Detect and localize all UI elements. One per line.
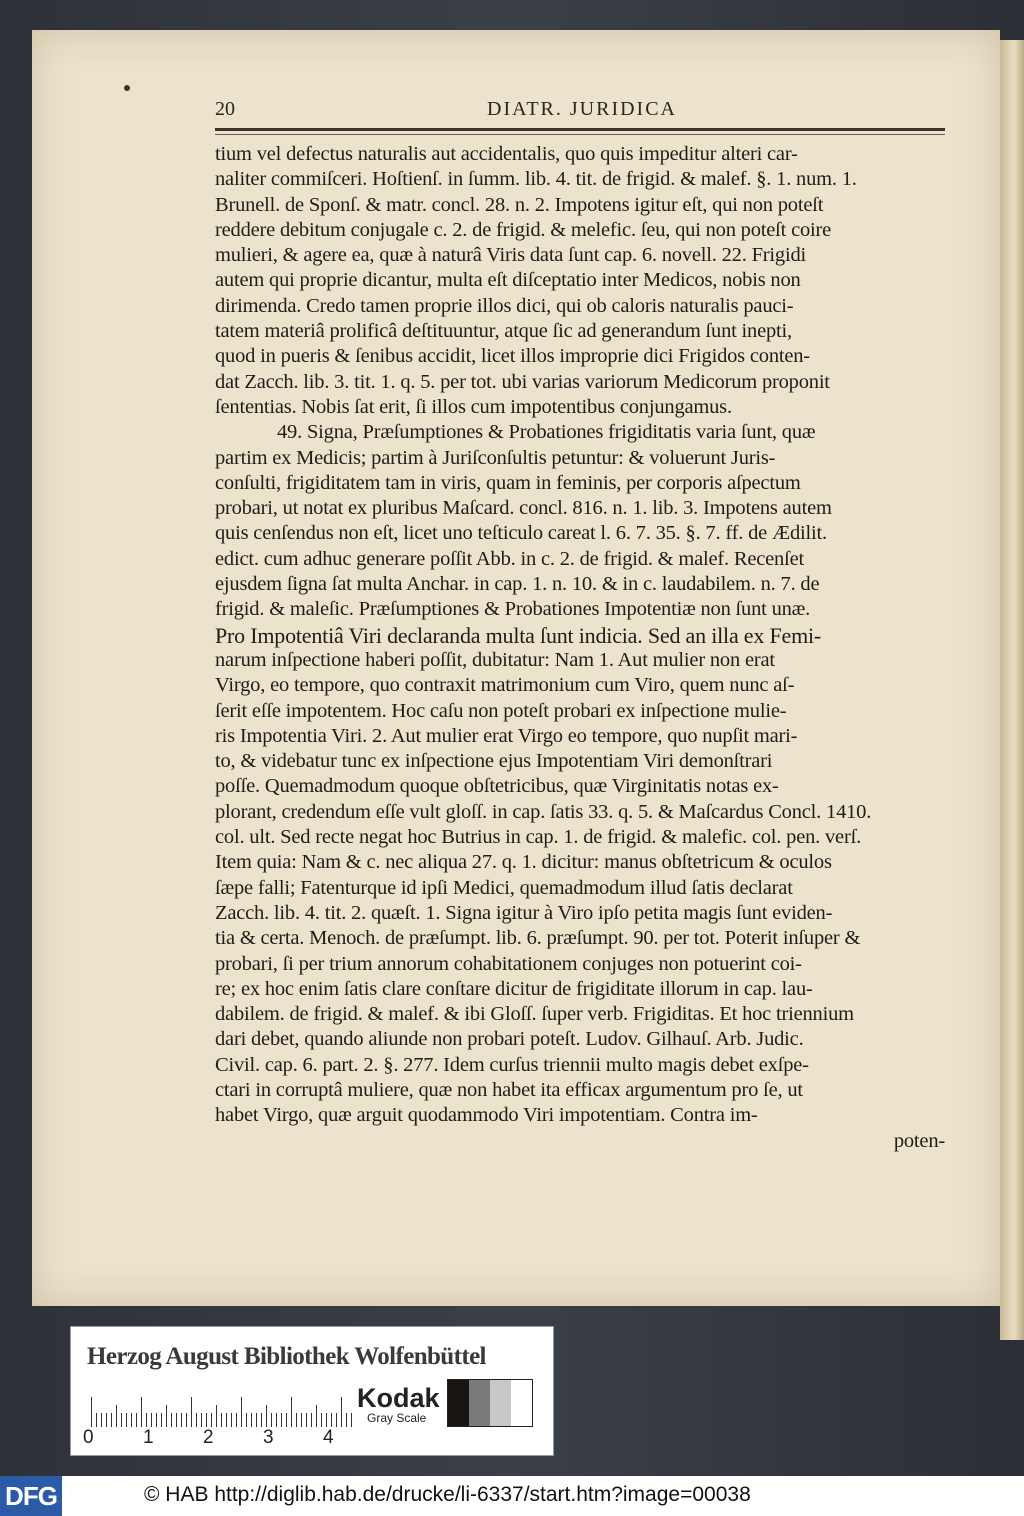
ruler-tick xyxy=(241,1397,242,1427)
footer-bar xyxy=(0,1476,1024,1516)
library-color-card xyxy=(70,1326,554,1456)
ruler-tick xyxy=(226,1413,227,1427)
ruler-tick xyxy=(346,1413,347,1427)
ruler-tick xyxy=(326,1413,327,1427)
text-line: edict. cum adhuc generare poſſit Abb. in c. 2. de frigid. & malef. Recenſet xyxy=(215,547,804,570)
text-line: dirimenda. Credo tamen proprie illos dici, qui ob caloris naturalis pauci- xyxy=(215,294,794,317)
text-line: reddere debitum conjugale c. 2. de frigid. & melefic. ſeu, qui non poteſt coire xyxy=(215,218,832,241)
ruler-tick xyxy=(291,1397,292,1427)
text-line: tium vel defectus naturalis aut accidentalis, quo quis impeditur alteri car- xyxy=(215,143,798,165)
running-head-title: DIATR. JURIDICA xyxy=(487,98,677,120)
text-line: ſerit eſſe impotentem. Hoc caſu non poteſt probari ex inſpectione mulie- xyxy=(215,699,787,722)
ruler-tick xyxy=(156,1413,157,1427)
running-head xyxy=(215,98,945,128)
text-line: habet Virgo, quæ arguit quodammodo Viri impotentiam. Contra im- xyxy=(215,1104,758,1127)
text-line: narum inſpectione haberi poſſit, dubitatur: Nam 1. Aut mulier non erat xyxy=(215,648,775,671)
text-line: Virgo, eo tempore, quo contraxit matrimonium cum Viro, quem nunc aſ- xyxy=(215,674,795,697)
text-line: dabilem. de frigid. & malef. & ibi Gloſſ. ſuper verb. Frigiditas. Et hoc triennium xyxy=(215,1003,854,1026)
ruler-tick xyxy=(181,1413,182,1427)
text-line: partim ex Medicis; partim à Juriſconſultis petuntur: & voluerunt Juris- xyxy=(215,446,776,469)
ruler-tick xyxy=(216,1405,217,1427)
footer-credit: © HAB http://diglib.hab.de/drucke/li-6337/start.htm?image=00038 xyxy=(144,1483,751,1506)
ruler-tick xyxy=(341,1397,342,1427)
ruler-tick xyxy=(96,1413,97,1427)
text-line: tatem materiâ prolificâ deſtituuntur, atque ſic ad generandum ſunt inepti, xyxy=(215,320,792,343)
ruler-tick xyxy=(176,1413,177,1427)
text-line: dari debet, quando aliunde non probari poteſt. Ludov. Gilhauſ. Arb. Judic. xyxy=(215,1028,804,1051)
ink-mark xyxy=(124,85,130,91)
text-line: col. ult. Sed recte negat hoc Butrius in cap. 1. de frigid. & malefic. col. pen. verſ. xyxy=(215,826,861,849)
text-line: probari, ut notat ex pluribus Maſcard. concl. 816. n. 1. lib. 3. Impotens autem xyxy=(215,497,832,520)
text-line: poſſe. Quemadmodum quoque obſtetricibus, quæ Virginitatis notas ex- xyxy=(215,775,779,798)
text-line: ctari in corruptâ muliere, quæ non habet ita efficax argumentum pro ſe, ut xyxy=(215,1078,803,1101)
ruler-tick xyxy=(191,1397,192,1427)
ruler-tick xyxy=(161,1413,162,1427)
ruler-tick xyxy=(296,1413,297,1427)
ruler-tick xyxy=(266,1405,267,1427)
ruler-tick xyxy=(286,1413,287,1427)
text-line: autem qui proprie dicantur, multa eſt diſceptatio inter Medicos, nobis non xyxy=(215,269,801,292)
body-text xyxy=(215,142,945,1154)
ruler-tick xyxy=(101,1413,102,1427)
ruler-tick xyxy=(336,1413,337,1427)
text-line: frigid. & maleſic. Præſumptiones & Probationes Impotentiæ non ſunt unæ. xyxy=(215,598,811,621)
ruler-tick xyxy=(171,1413,172,1427)
ruler-number: 4 xyxy=(323,1427,334,1448)
ruler-tick xyxy=(281,1413,282,1427)
ruler-tick xyxy=(91,1397,92,1427)
head-rule xyxy=(215,128,945,131)
ruler-tick xyxy=(126,1413,127,1427)
ruler-tick xyxy=(201,1413,202,1427)
text-line: 49. Signa, Præſumptiones & Probationes frigiditatis varia ſunt, quæ xyxy=(277,421,816,444)
ruler-tick xyxy=(236,1413,237,1427)
ruler-tick xyxy=(111,1413,112,1427)
ruler-tick xyxy=(351,1413,352,1427)
text-line: quod in pueris & ſenibus accidit, licet illos improprie dici Frigidos conten- xyxy=(215,345,810,368)
ruler-tick xyxy=(231,1413,232,1427)
ruler-tick xyxy=(316,1405,317,1427)
ruler-tick xyxy=(221,1413,222,1427)
text-line: naliter commiſceri. Hoſtienſ. in ſumm. lib. 4. tit. de frigid. & malef. §. 1. num. 1. xyxy=(215,168,857,191)
ruler-tick xyxy=(311,1413,312,1427)
scale-ruler xyxy=(91,1387,351,1427)
adjacent-page-edge xyxy=(1000,40,1024,1340)
text-line: Item quia: Nam & c. nec aliqua 27. q. 1. dicitur: manus obſtetricum & oculos xyxy=(215,851,832,874)
text-line: ejusdem ſigna ſat multa Anchar. in cap. 1. n. 10. & in c. laudabilem. n. 7. de xyxy=(215,573,820,596)
ruler-tick xyxy=(196,1413,197,1427)
ruler-tick xyxy=(106,1413,107,1427)
ruler-tick xyxy=(251,1413,252,1427)
text-line: probari, ſi per trium annorum cohabitationem conjuges non potuerint coi- xyxy=(215,952,802,975)
text-line: ſæpe falli; Fatenturque id ipſi Medici, quemadmodum illud ſatis declarat xyxy=(215,876,793,899)
text-line: mulieri, & agere ea, quæ à naturâ Viris data ſunt cap. 6. novell. 22. Frigidi xyxy=(215,244,807,267)
gray-swatch xyxy=(448,1380,469,1426)
gray-swatch xyxy=(511,1380,532,1426)
ruler-tick xyxy=(151,1413,152,1427)
text-line: conſulti, frigiditatem tam in viris, quam in feminis, per corporis aſpectum xyxy=(215,471,801,494)
text-line: ris Impotentia Viri. 2. Aut mulier erat Virgo eo tempore, quo nupſit mari- xyxy=(215,724,798,747)
ruler-tick xyxy=(186,1413,187,1427)
ruler-tick xyxy=(166,1405,167,1427)
ruler-tick xyxy=(121,1413,122,1427)
gray-scale-label: Gray Scale xyxy=(367,1411,427,1425)
text-line: tia & certa. Menoch. de præſumpt. lib. 6. præſumpt. 90. per tot. Poterit inſuper & xyxy=(215,927,861,950)
library-name: Herzog August Bibliothek Wolfenbüttel xyxy=(87,1343,486,1370)
ruler-tick xyxy=(321,1413,322,1427)
ruler-tick xyxy=(211,1413,212,1427)
ruler-tick xyxy=(146,1413,147,1427)
text-line: ſententias. Nobis ſat erit, ſi illos cum impotentibus conjungamus. xyxy=(215,395,732,418)
text-line: Civil. cap. 6. part. 2. §. 277. Idem curſus triennii multo magis debet exſpe- xyxy=(215,1053,809,1076)
text-line: poten- xyxy=(893,1129,945,1152)
ruler-tick xyxy=(276,1413,277,1427)
ruler-tick xyxy=(131,1413,132,1427)
head-rule-thin xyxy=(215,134,945,135)
ruler-tick xyxy=(271,1413,272,1427)
text-line: Zacch. lib. 4. tit. 2. quæſt. 1. Signa igitur à Viro ipſo petita magis ſunt eviden- xyxy=(215,901,833,924)
text-line: Brunell. de Sponſ. & matr. concl. 28. n. 2. Impotens igitur eſt, qui non poteſt xyxy=(215,193,824,216)
ruler-tick xyxy=(261,1413,262,1427)
ruler-tick xyxy=(306,1413,307,1427)
kodak-logo: Kodak xyxy=(357,1383,440,1413)
text-line: dat Zacch. lib. 3. tit. 1. q. 5. per tot. ubi varias variorum Medicorum proponit xyxy=(215,370,830,393)
gray-swatch xyxy=(469,1380,490,1426)
text-line: plorant, credendum eſſe vult gloſſ. in cap. ſatis 33. q. 5. & Maſcardus Concl. 1410. xyxy=(215,800,872,823)
ruler-number: 0 xyxy=(83,1427,94,1448)
ruler-tick xyxy=(301,1413,302,1427)
gray-scale-swatches xyxy=(447,1379,533,1427)
ruler-tick xyxy=(141,1397,142,1427)
ruler-tick xyxy=(206,1413,207,1427)
page-number: 20 xyxy=(215,98,235,120)
text-line: quis cenſendus non eſt, licet uno teſticulo careat l. 6. 7. 35. §. 7. ff. de Ædilit. xyxy=(215,522,827,545)
ruler-number: 1 xyxy=(143,1427,154,1448)
gray-swatch xyxy=(490,1380,511,1426)
dfg-logo: DFG xyxy=(0,1476,62,1516)
ruler-tick xyxy=(256,1413,257,1427)
ruler-number: 2 xyxy=(203,1427,214,1448)
ruler-tick xyxy=(331,1413,332,1427)
text-line: to, & videbatur tunc ex inſpectione ejus Impotentiam Viri demonſtrari xyxy=(215,750,773,773)
ruler-tick xyxy=(136,1413,137,1427)
ruler-number: 3 xyxy=(263,1427,274,1448)
ruler-numbers xyxy=(83,1427,343,1451)
ruler-tick xyxy=(246,1413,247,1427)
text-line: Pro Impotentiâ Viri declaranda multa ſunt indicia. Sed an illa ex Femi- xyxy=(215,622,822,648)
text-line: re; ex hoc enim ſatis clare conſtare dicitur de frigiditate illorum in cap. lau- xyxy=(215,977,813,1000)
ruler-tick xyxy=(116,1405,117,1427)
